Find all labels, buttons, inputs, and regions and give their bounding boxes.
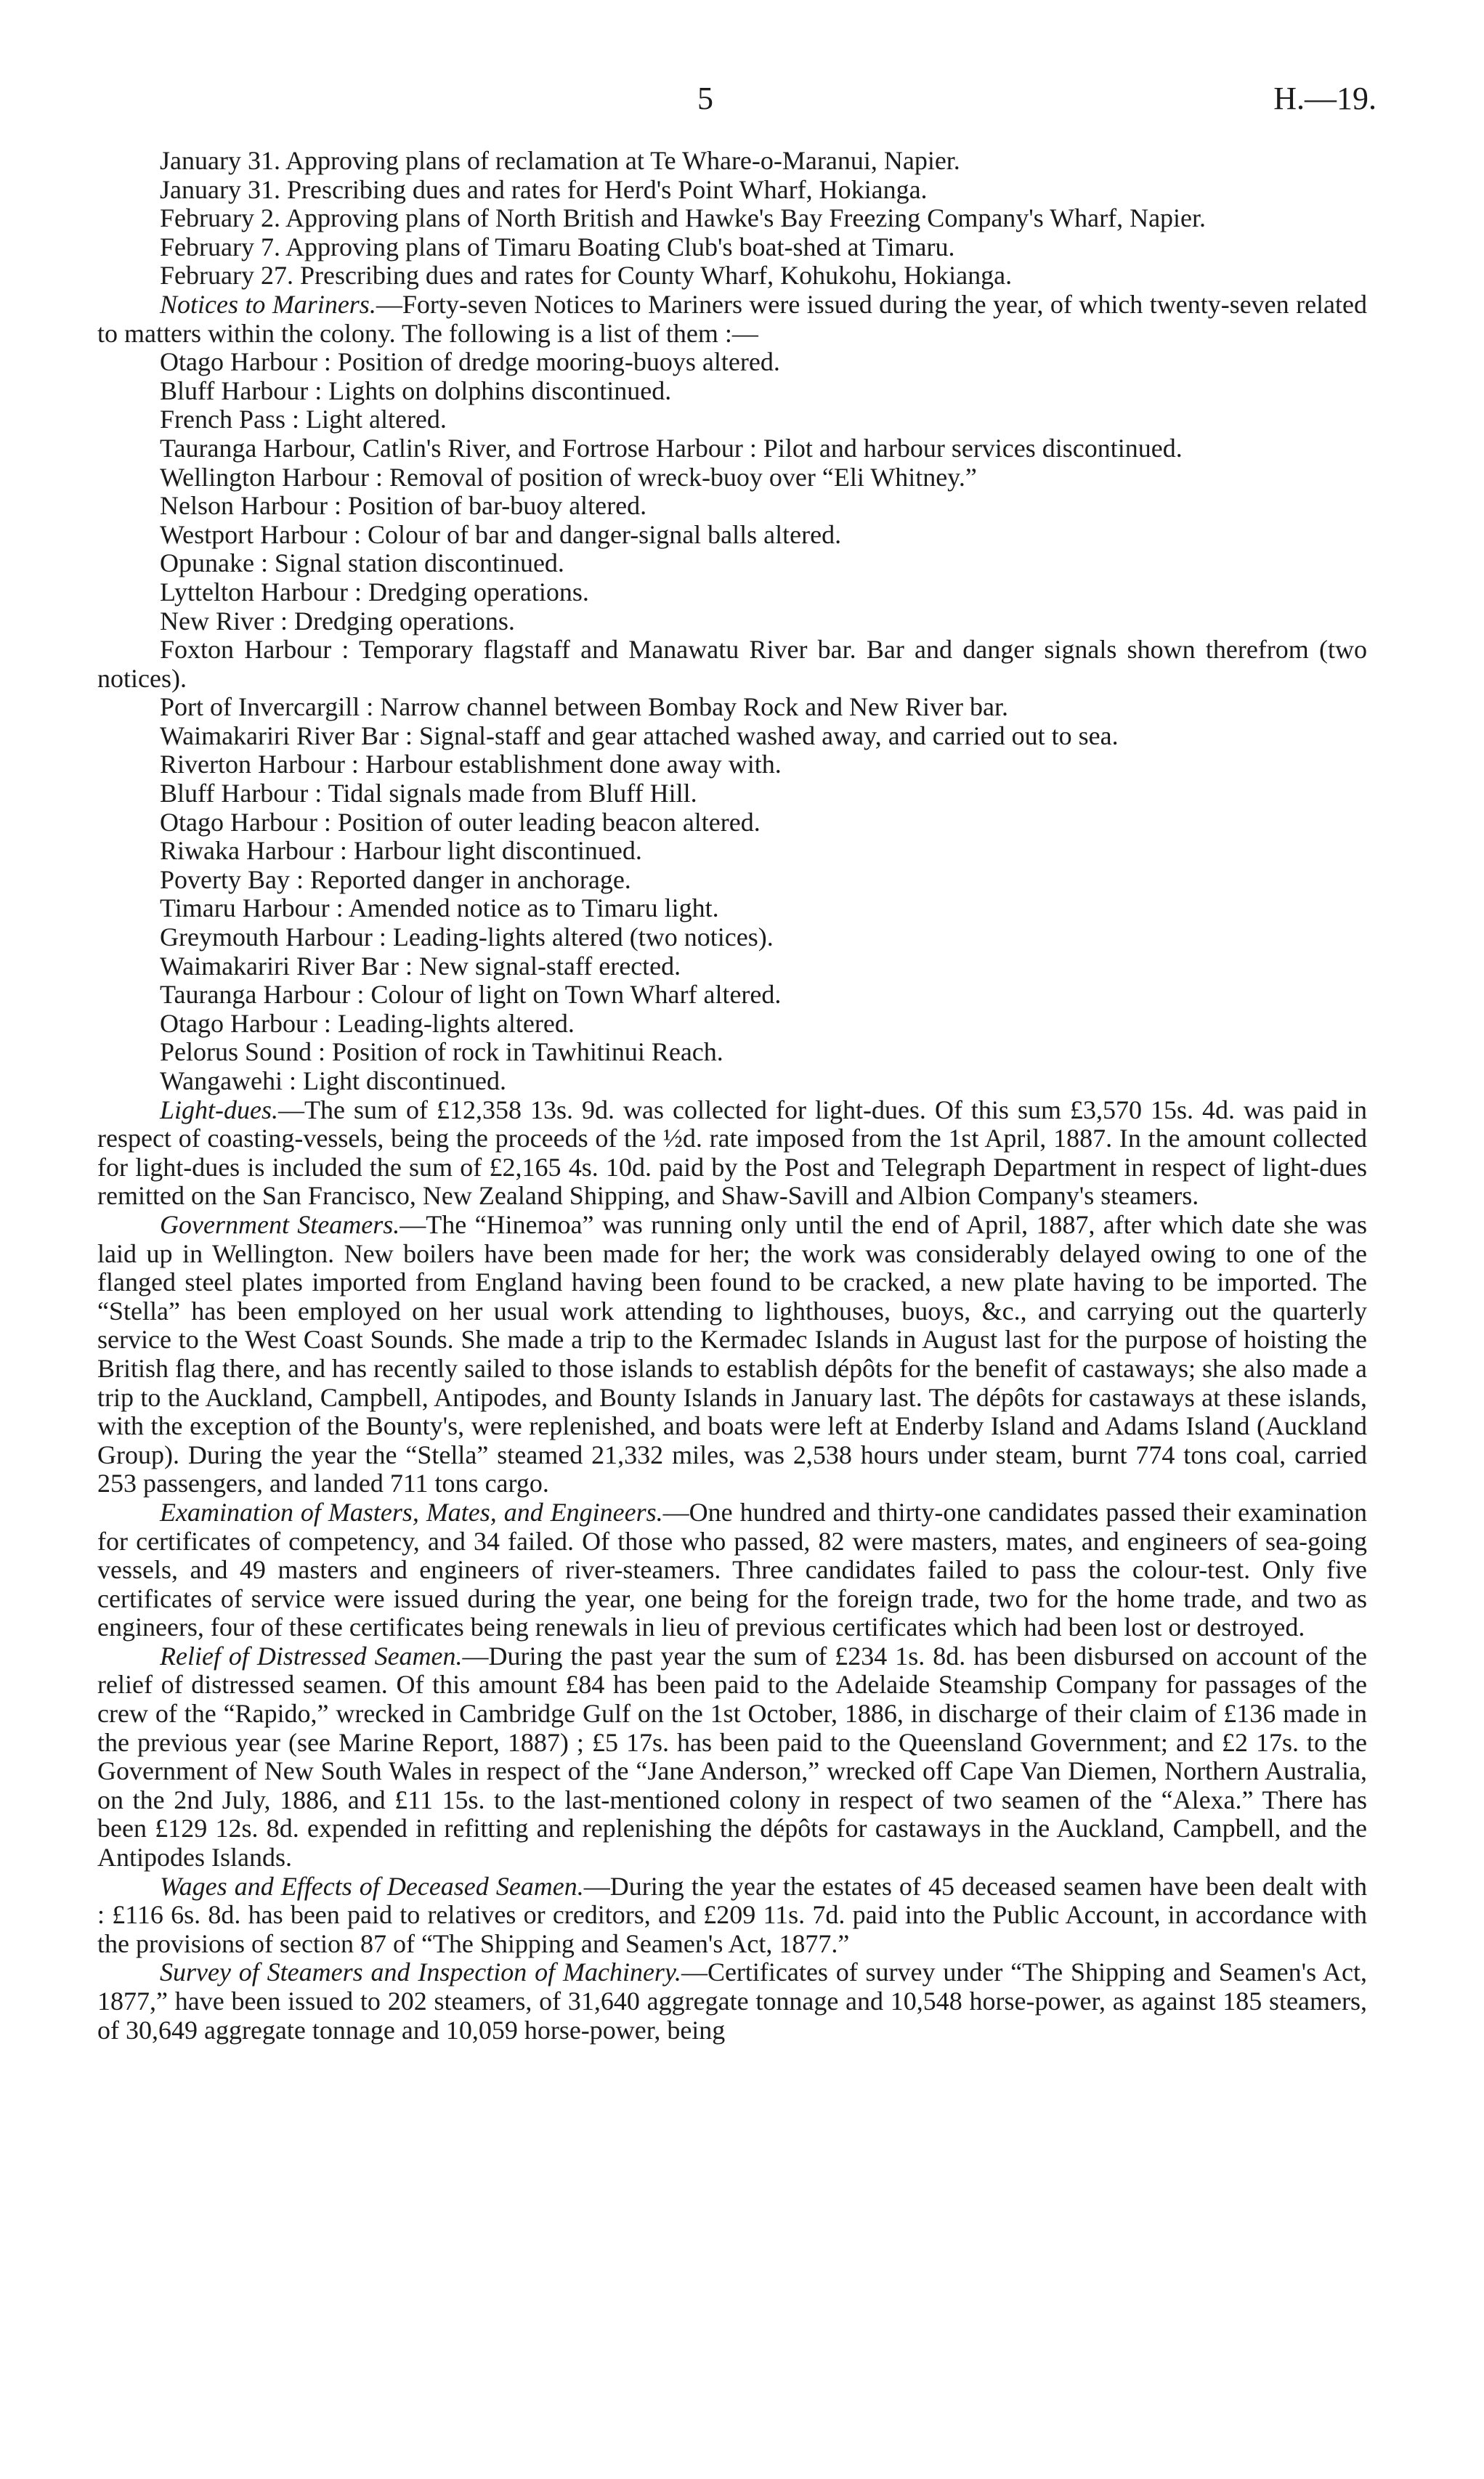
section-paragraph [97,1211,1367,1498]
section-text: —The sum of £12,358 13s. 9d. was collected for light-dues. Of this sum £3,570 15s. 4d. was paid in respect of coasting-vessels, being the proceeds of the ½d. rate imposed from the 1st April, 1887. In the amount collected for light-dues is included the sum of £2,165 4s. 10d. paid by the Post and Telegraph Department in respect of light-dues remitted on the San Francisco, New Zealand Shipping, and Shaw-Savill and Albion Company's steamers. [97,1095,1367,1211]
section-text: —Certificates of survey under “The Shipping and Seamen's Act, 1877,” have been issued to 202 steamers, of 31,640 aggregate tonnage and 10,548 horse-power, as against 185 steamers, of 30,649 aggregate tonnage and 10,059 horse-power, being [97,1957,1367,2045]
section-text: —Forty-seven Notices to Mariners were issued during the year, of which twenty-seven related to matters within the colony. The following is a list of them :— [97,289,1368,348]
document-reference: H.—19. [1273,81,1376,116]
notice-item: Timaru Harbour : Amended notice as to Timaru light. [160,893,719,923]
notice-item: Tauranga Harbour, Catlin's River, and Fortrose Harbour : Pilot and harbour services discontinued. [160,433,1183,463]
section-heading: Examination of Masters, Mates, and Engineers. [160,1497,663,1527]
notice-item: Lyttelton Harbour : Dredging operations. [160,577,589,606]
order-entry: February 27. Prescribing dues and rates for County Wharf, Kohukohu, Hokianga. [160,261,1013,291]
notice-item: Port of Invercargill : Narrow channel between Bombay Rock and New River bar. [160,692,1008,722]
order-entry: January 31. Approving plans of reclamation at Te Whare-o-Maranui, Napier. [160,146,960,175]
section-heading: Survey of Steamers and Inspection of Machinery. [160,1957,681,1987]
order-entry: February 7. Approving plans of Timaru Boating Club's boat-shed at Timaru. [160,232,955,261]
order-entry: January 31. Prescribing dues and rates for Herd's Point Wharf, Hokianga. [160,174,928,204]
notice-item: Riverton Harbour : Harbour establishment done away with. [160,750,782,779]
section-heading: Wages and Effects of Deceased Seamen. [160,1871,584,1901]
notice-item: Bluff Harbour : Lights on dolphins discontinued. [160,376,672,405]
section-paragraph [97,1096,1367,1211]
section-heading: Relief of Distressed Seamen. [160,1641,463,1671]
section-heading: Light-dues. [160,1095,279,1124]
document-body [97,147,1367,2045]
notice-item: Opunake : Signal station discontinued. [160,548,564,578]
notice-item: Waimakariri River Bar : New signal-staff erected. [160,951,681,981]
section-text: —The “Hinemoa” was running only until the end of April, 1887, after which date she was laid up in Wellington. New boilers have been made for her; the work was considerably delayed owing to one of the flanged steel plates imported from England having been found to be cracked, a new plate having to be imported. The “Stella” has been employed on her usual work attending to lighthouses, buoys, &c., and carrying out the quarterly service to the West Coast Sounds. She made a trip to the Kermadec Islands in August last for the purpose of hoisting the British flag there, and has recently sailed to those islands to establish dépôts for the benefit of castaways; she also made a trip to the Auckland, Campbell, Antipodes, and Bounty Islands in January last. The dépôts for castaways at these islands, with the exception of the Bounty's, were replenished, and boats were left at Enderby Island and Adams Island (Auckland Group). During the year the “Stella” steamed 21,332 miles, was 2,538 hours under steam, burnt 774 tons coal, carried 253 passengers, and landed 711 tons cargo. [97,1209,1368,1498]
notice-item: Otago Harbour : Leading-lights altered. [160,1008,575,1038]
notice-item: Wellington Harbour : Removal of position of wreck-buoy over “Eli Whitney.” [160,462,977,492]
notice-item: Otago Harbour : Position of outer leading beacon altered. [160,807,761,837]
notice-item: Otago Harbour : Position of dredge mooring-buoys altered. [160,347,780,377]
notice-item: Wangawehi : Light discontinued. [160,1066,506,1095]
section-paragraph [97,1958,1367,2045]
notice-item: Nelson Harbour : Position of bar-buoy altered. [160,491,647,521]
section-paragraph [97,1873,1367,1959]
section-text: —During the past year the sum of £234 1s. 8d. has been disbursed on account of the relief of distressed seamen. Of this amount £84 has been paid to the Adelaide Steamship Company for passages of the crew of the “Rapido,” wrecked in Cambridge Gulf on the 1st October, 1886, in discharge of their claim of £136 made in the previous year (see Marine Report, 1887) ; £5 17s. has been paid to the Queensland Government; and £2 17s. to the Government of New South Wales in respect of the “Jane Anderson,” wrecked off Cape Van Diemen, Northern Australia, on the 2nd July, 1886, and £11 15s. to the last-mentioned colony in respect of two seamen of the “Alexa.” There has been £129 12s. 8d. expended in refitting and replenishing the dépôts for castaways in the Auckland, Campbell, and the Antipodes Islands. [97,1641,1368,1873]
notice-item: New River : Dredging operations. [160,606,515,636]
notice-item: Bluff Harbour : Tidal signals made from Bluff Hill. [160,779,697,808]
notice-item: Tauranga Harbour : Colour of light on Town Wharf altered. [160,980,782,1010]
order-entry: February 2. Approving plans of North British and Hawke's Bay Freezing Company's Wharf, Napier. [160,203,1207,233]
section-text: —One hundred and thirty-one candidates passed their examination for certificates of competency, and 34 failed. Of those who passed, 82 were masters, mates, and engineers of sea-going vessels, and 49 masters and engineers of river-steamers. Three candidates failed to pass the colour-test. Only five certificates of service were issued during the year, one being for the foreign trade, two for the home trade, and two as engineers, four of these certificates being renewals in lieu of previous certificates which had been lost or destroyed. [97,1497,1368,1642]
section-text: —During the year the estates of 45 deceased seamen have been dealt with : £116 6s. 8d. has been paid to relatives or creditors, and £209 11s. 7d. paid into the Public Account, in accordance with the provisions of section 87 of “The Shipping and Seamen's Act, 1877.” [97,1871,1367,1958]
notice-item: Waimakariri River Bar : Signal-staff and gear attached washed away, and carried out to sea. [160,721,1119,750]
section-paragraph [97,1642,1367,1873]
notice-item: French Pass : Light altered. [160,405,447,434]
section-heading: Government Steamers. [160,1209,400,1239]
section-paragraph [97,1498,1367,1642]
notice-item: Greymouth Harbour : Leading-lights altered (two notices). [160,922,774,952]
notice-item: Westport Harbour : Colour of bar and danger-signal balls altered. [160,519,842,549]
notice-item: Riwaka Harbour : Harbour light discontinued. [160,836,642,866]
notice-item: Poverty Bay : Reported danger in anchorage. [160,864,631,894]
notices-paragraph [97,291,1367,348]
notice-item: Pelorus Sound : Position of rock in Tawhitinui Reach. [160,1037,723,1067]
notice-item: Foxton Harbour : Temporary flagstaff and Manawatu River bar. Bar and danger signals shown therefrom (two notices). [97,635,1367,693]
section-heading: Notices to Mariners. [160,289,376,319]
page-number: 5 [697,81,713,116]
